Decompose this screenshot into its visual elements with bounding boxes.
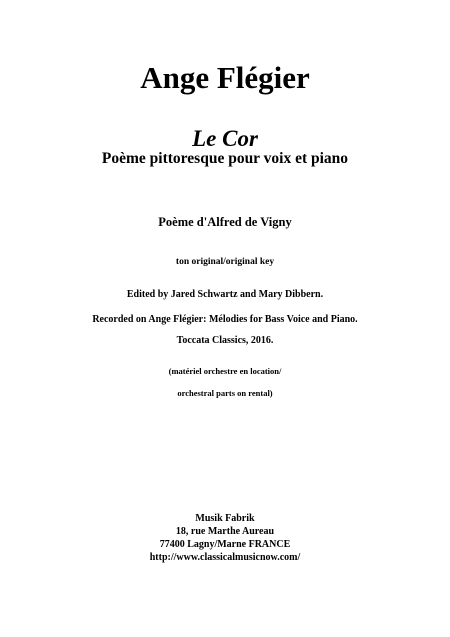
recording-credit: Recorded on Ange Flégier: Mélodies for Bass Voice and Piano. <box>92 314 358 325</box>
publisher-street: 18, rue Marthe Aureau <box>175 526 275 537</box>
publisher-city: 77400 Lagny/Marne FRANCE <box>159 539 291 550</box>
publisher-name: Musik Fabrik <box>195 513 255 524</box>
record-label: Toccata Classics, 2016. <box>176 335 274 346</box>
poet-credit: Poème d'Alfred de Vigny <box>158 215 292 229</box>
composer-name: Ange Flégier <box>140 60 310 95</box>
work-subtitle: Poème pittoresque pour voix et piano <box>101 150 349 167</box>
publisher-url[interactable]: http://www.classicalmusicnow.com/ <box>149 552 301 563</box>
work-title: Le Cor <box>192 126 258 151</box>
rental-note-line-2: orchestral parts on rental) <box>177 388 273 398</box>
editors-credit: Edited by Jared Schwartz and Mary Dibbern. <box>126 289 324 300</box>
rental-note-line-1: (matériel orchestre en location/ <box>168 366 282 376</box>
key-note: ton original/original key <box>175 257 275 267</box>
